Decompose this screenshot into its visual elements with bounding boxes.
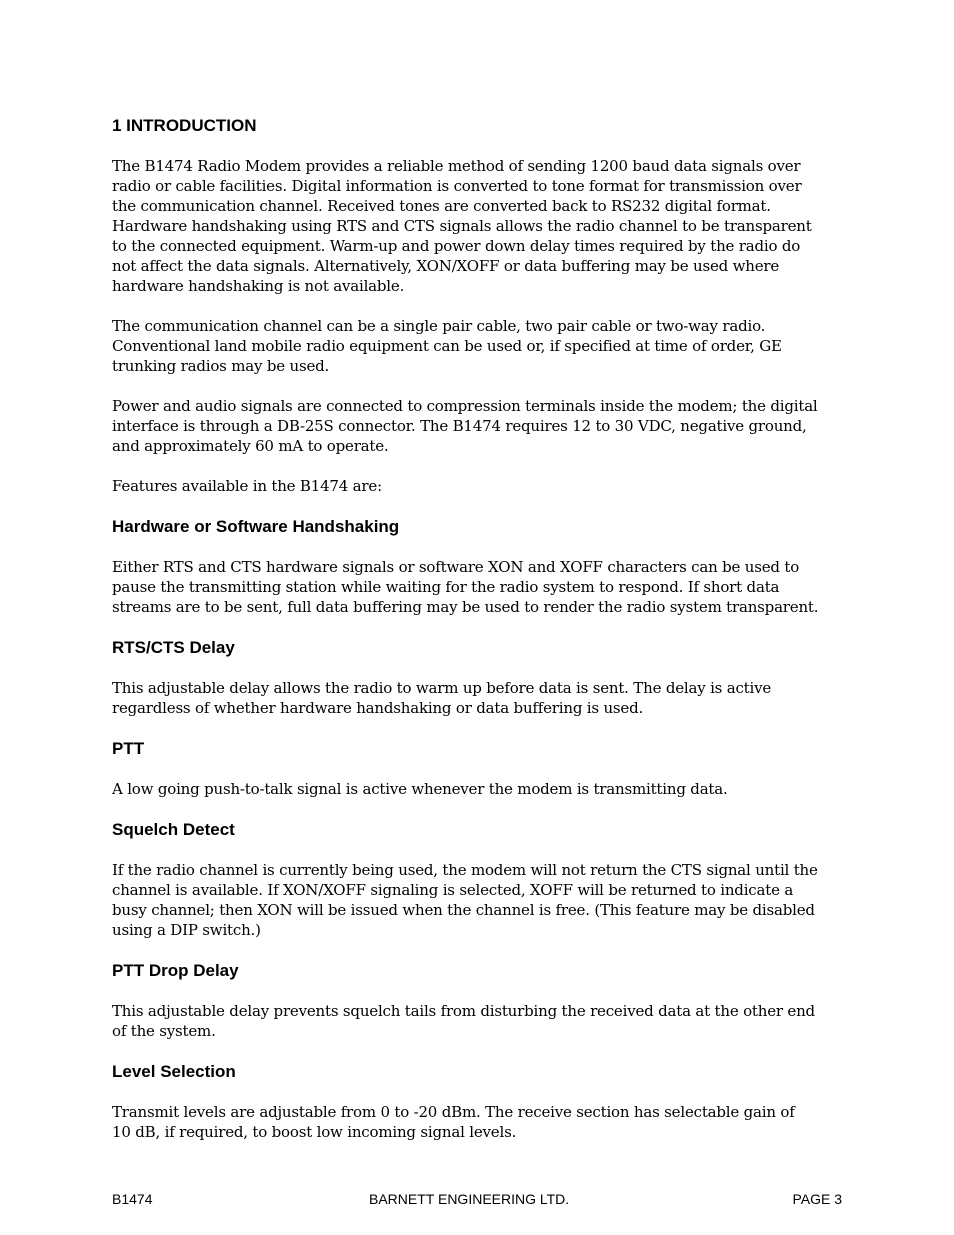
text-line: interface is through a DB-25S connector. The B1474 requires 12 to 30 VDC, negative ground, [112, 417, 807, 435]
text-line: This adjustable delay allows the radio to warm up before data is sent. The delay is active [112, 679, 772, 697]
text-line: A low going push-to-talk signal is active whenever the modem is transmitting data. [112, 780, 728, 798]
text-line: Conventional land mobile radio equipment can be used or, if specified at time of order, GE [112, 337, 782, 355]
text-line: to the connected equipment. Warm-up and power down delay times required by the radio do [112, 237, 801, 255]
text-line: 10 dB, if required, to boost low incoming signal levels. [112, 1123, 517, 1141]
feature-heading-handshaking: Hardware or Software Handshaking [112, 517, 400, 536]
section-heading-introduction: 1 INTRODUCTION [112, 116, 257, 135]
text-line: not affect the data signals. Alternatively, XON/XOFF or data buffering may be used where [112, 257, 780, 275]
page-footer [112, 1189, 842, 1209]
text-line: Features available in the B1474 are: [112, 477, 382, 495]
feature-paragraph-ptt [112, 779, 834, 799]
footer-model: B1474 [112, 1191, 153, 1207]
feature-paragraph-ptt-drop-delay [112, 1001, 834, 1041]
text-line: of the system. [112, 1022, 216, 1040]
feature-paragraph-level-selection [112, 1102, 834, 1142]
footer-company: BARNETT ENGINEERING LTD. [369, 1191, 570, 1207]
feature-heading-ptt-drop-delay: PTT Drop Delay [112, 961, 239, 980]
text-line: Power and audio signals are connected to compression terminals inside the modem; the digital [112, 397, 818, 415]
text-line: busy channel; then XON will be issued when the channel is free. (This feature may be disabled [112, 901, 815, 919]
text-line: This adjustable delay prevents squelch tails from disturbing the received data at the other end [112, 1002, 815, 1020]
text-line: If the radio channel is currently being used, the modem will not return the CTS signal until the [112, 861, 818, 879]
text-line: regardless of whether hardware handshaking or data buffering is used. [112, 699, 644, 717]
text-line: Transmit levels are adjustable from 0 to -20 dBm. The receive section has selectable gain of [112, 1103, 795, 1121]
intro-paragraph-1 [112, 156, 834, 296]
text-line: hardware handshaking is not available. [112, 277, 405, 295]
feature-paragraph-squelch-detect [112, 860, 834, 940]
intro-paragraph-3 [112, 396, 834, 456]
feature-heading-ptt: PTT [112, 739, 145, 758]
text-line: streams are to be sent, full data buffering may be used to render the radio system transparent. [112, 598, 819, 616]
feature-paragraph-handshaking [112, 557, 834, 617]
text-line: radio or cable facilities. Digital information is converted to tone format for transmission over [112, 177, 802, 195]
text-line: the communication channel. Received tones are converted back to RS232 digital format. [112, 197, 771, 215]
feature-heading-rts-cts-delay: RTS/CTS Delay [112, 638, 235, 657]
feature-heading-level-selection: Level Selection [112, 1062, 236, 1081]
text-line: and approximately 60 mA to operate. [112, 437, 389, 455]
intro-paragraph-4 [112, 476, 834, 496]
text-line: The communication channel can be a single pair cable, two pair cable or two-way radio. [112, 317, 766, 335]
text-line: trunking radios may be used. [112, 357, 330, 375]
text-line: using a DIP switch.) [112, 921, 261, 939]
feature-heading-squelch-detect: Squelch Detect [112, 820, 235, 839]
text-line: channel is available. If XON/XOFF signaling is selected, XOFF will be returned to indicate a [112, 881, 794, 899]
text-line: pause the transmitting station while waiting for the radio system to respond. If short data [112, 578, 780, 596]
intro-paragraph-2 [112, 316, 834, 376]
text-line: The B1474 Radio Modem provides a reliable method of sending 1200 baud data signals over [112, 157, 801, 175]
text-line: Hardware handshaking using RTS and CTS signals allows the radio channel to be transparent [112, 217, 812, 235]
footer-page-number: PAGE 3 [792, 1191, 842, 1207]
text-line: Either RTS and CTS hardware signals or software XON and XOFF characters can be used to [112, 558, 800, 576]
document-body [112, 115, 834, 1162]
feature-paragraph-rts-cts-delay [112, 678, 834, 718]
